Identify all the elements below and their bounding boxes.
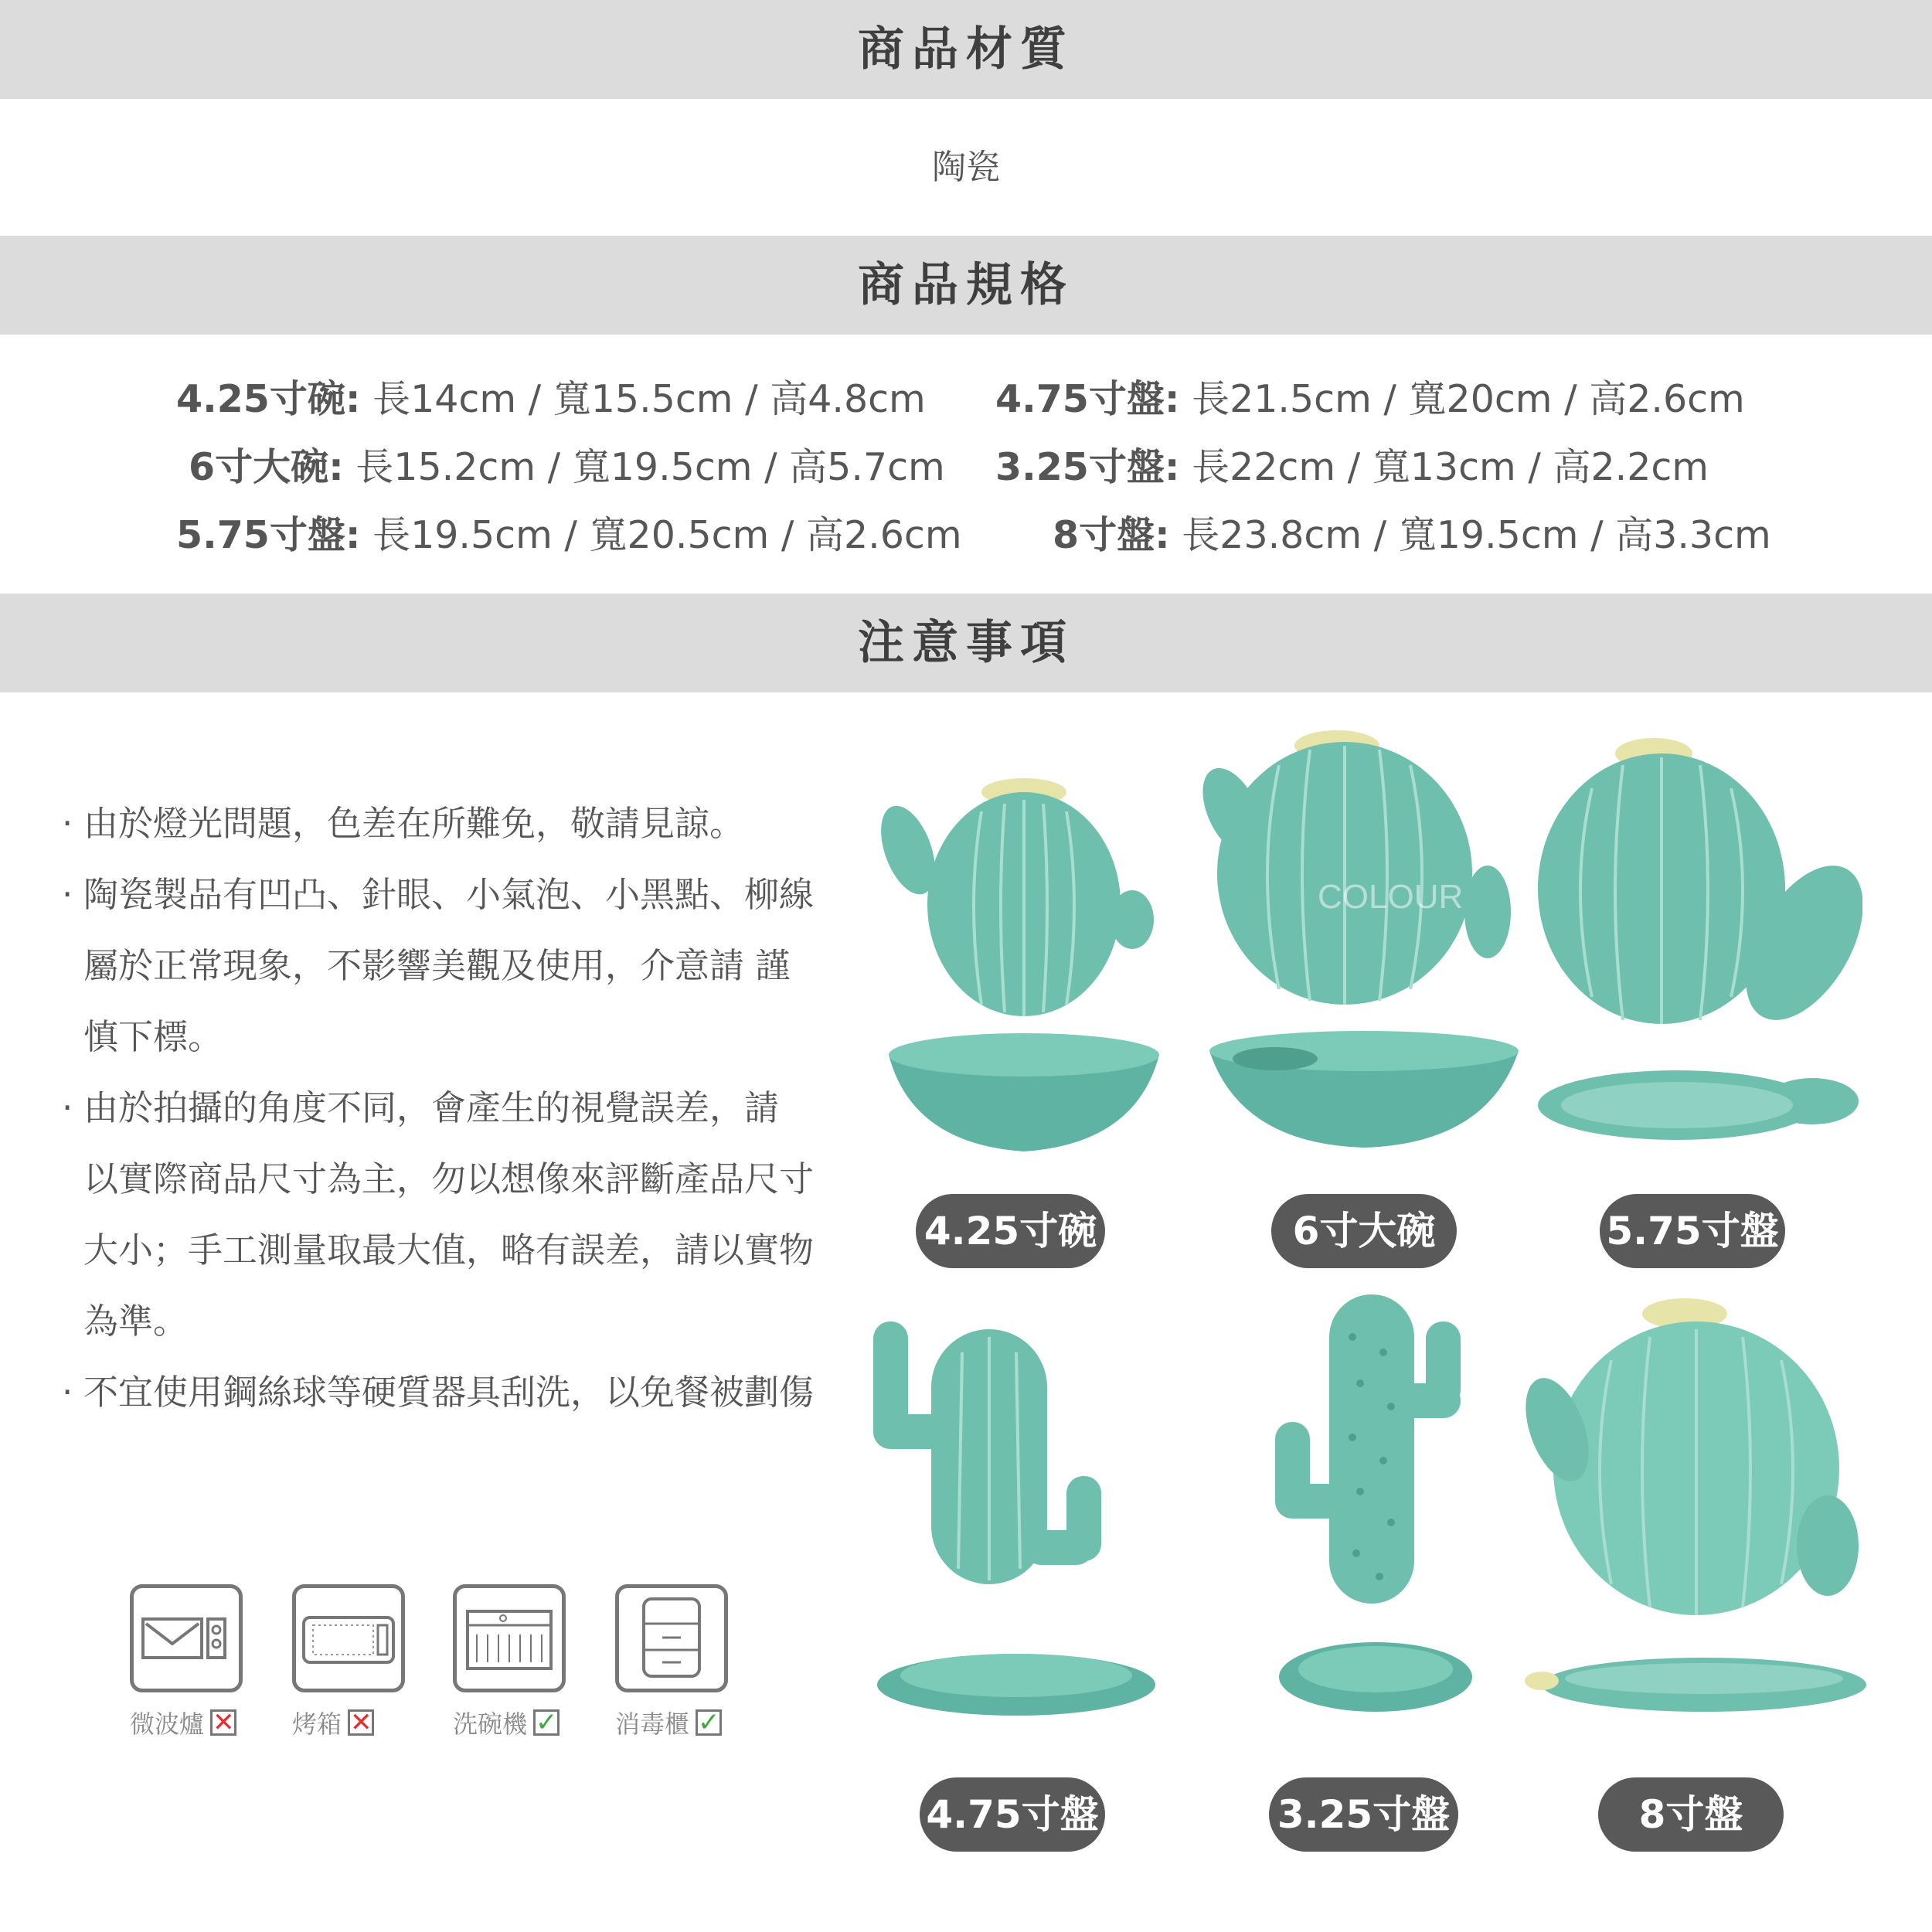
notice-item: · 陶瓷製品有凹凸、針眼、小氣泡、小黑點、柳線 屬於正常現象，不影響美觀及使用，介意請 謹 慎下標。: [62, 859, 835, 1073]
material-title: 商品材質: [858, 22, 1074, 77]
oven-icon: [292, 1584, 405, 1692]
watermark: COLOUR: [1318, 878, 1464, 916]
spec-name: 6寸大碗:: [189, 445, 344, 489]
spec-dims: 長22cm / 寬13cm / 高2.2cm: [1192, 445, 1709, 489]
notice-line: 由於燈光問題，色差在所難免，敬請見諒。: [83, 803, 745, 844]
product-photo-6-bowl: [1202, 726, 1526, 1175]
notice-list: [62, 788, 835, 1428]
cross-icon: ✕: [348, 1709, 374, 1736]
product-label: 3.25寸盤: [1269, 1777, 1458, 1852]
notice-title: 注意事項: [858, 616, 1074, 670]
spec-row: [995, 437, 1709, 492]
care-microwave: [130, 1584, 246, 1740]
product-photo-4-25-bowl: [873, 757, 1175, 1175]
spec-dims: 長23.8cm / 寬19.5cm / 高3.3cm: [1182, 513, 1771, 557]
notice-line: 屬於正常現象，不影響美觀及使用，介意請 謹: [83, 945, 791, 986]
care-label: 洗碗機: [453, 1709, 528, 1739]
notice-item: · 不宜使用鋼絲球等硬質器具刮洗，以免餐被劃傷: [62, 1357, 835, 1428]
notice-line: 為準。: [83, 1301, 189, 1342]
notice-item: · 由於燈光問題，色差在所難免，敬請見諒。: [62, 788, 835, 859]
check-icon: ✓: [696, 1709, 722, 1736]
dishwasher-icon: [453, 1584, 566, 1692]
spec-row: [995, 369, 1745, 423]
cross-icon: ✕: [210, 1709, 236, 1736]
notice-line: 慎下標。: [83, 1016, 223, 1057]
spec-header-bar: [0, 236, 1932, 335]
notice-line: 大小；手工測量取最大值，略有誤差，請以實物: [83, 1230, 815, 1270]
spec-dims: 長21.5cm / 寬20cm / 高2.6cm: [1192, 377, 1745, 421]
notice-line: 陶瓷製品有凹凸、針眼、小氣泡、小黑點、柳線: [83, 874, 815, 915]
spec-row: [189, 437, 945, 492]
spec-name: 3.25寸盤:: [995, 445, 1180, 489]
spec-name: 8寸盤:: [1053, 513, 1170, 557]
product-label: 5.75寸盤: [1600, 1194, 1785, 1268]
product-label: 8寸盤: [1598, 1777, 1784, 1852]
notice-item: · 由於拍攝的角度不同，會產生的視覺誤差，請 以實際商品尺寸為主，勿以想像來評斷產品尺寸 大小；手工測量取最大值，略有誤差，請以實物 為準。: [62, 1073, 835, 1357]
spec-dims: 長14cm / 寬15.5cm / 高4.8cm: [372, 377, 926, 421]
notice-line: 不宜使用鋼絲球等硬質器具刮洗，以免餐被劃傷: [83, 1372, 815, 1413]
spec-name: 4.25寸碗:: [176, 377, 361, 421]
care-label: 微波爐: [130, 1709, 205, 1739]
product-label: 4.75寸盤: [920, 1777, 1105, 1852]
spec-dims: 長15.2cm / 寬19.5cm / 高5.7cm: [355, 445, 945, 489]
product-photo-8-plate: [1519, 1298, 1866, 1739]
product-photo-5-75-plate: [1538, 734, 1862, 1167]
check-icon: ✓: [533, 1709, 560, 1736]
product-photo-4-75-plate: [869, 1306, 1163, 1739]
care-oven: [292, 1584, 408, 1740]
notice-header-bar: [0, 594, 1932, 692]
spec-name: 5.75寸盤:: [176, 513, 361, 557]
care-dishwasher: [453, 1584, 569, 1740]
spec-row: [176, 369, 926, 423]
spec-row: [1053, 505, 1771, 560]
care-sterilizer: [615, 1584, 731, 1740]
care-label: 消毒櫃: [615, 1709, 690, 1739]
product-label: 4.25寸碗: [916, 1194, 1105, 1268]
microwave-icon: [130, 1584, 243, 1692]
material-value: 陶瓷: [932, 148, 1000, 187]
notice-line: 以實際商品尺寸為主，勿以想像來評斷產品尺寸: [83, 1158, 815, 1199]
sterilizer-icon: [615, 1584, 728, 1692]
spec-title: 商品規格: [858, 258, 1074, 312]
spec-name: 4.75寸盤:: [995, 377, 1180, 421]
spec-row: [176, 505, 962, 560]
spec-dims: 長19.5cm / 寬20.5cm / 高2.6cm: [372, 513, 962, 557]
notice-line: 由於拍攝的角度不同，會產生的視覺誤差，請: [83, 1087, 780, 1128]
product-label: 6寸大碗: [1271, 1194, 1457, 1268]
care-label: 烤箱: [292, 1709, 342, 1739]
product-photo-3-25-plate: [1267, 1291, 1476, 1739]
material-header-bar: [0, 0, 1932, 99]
